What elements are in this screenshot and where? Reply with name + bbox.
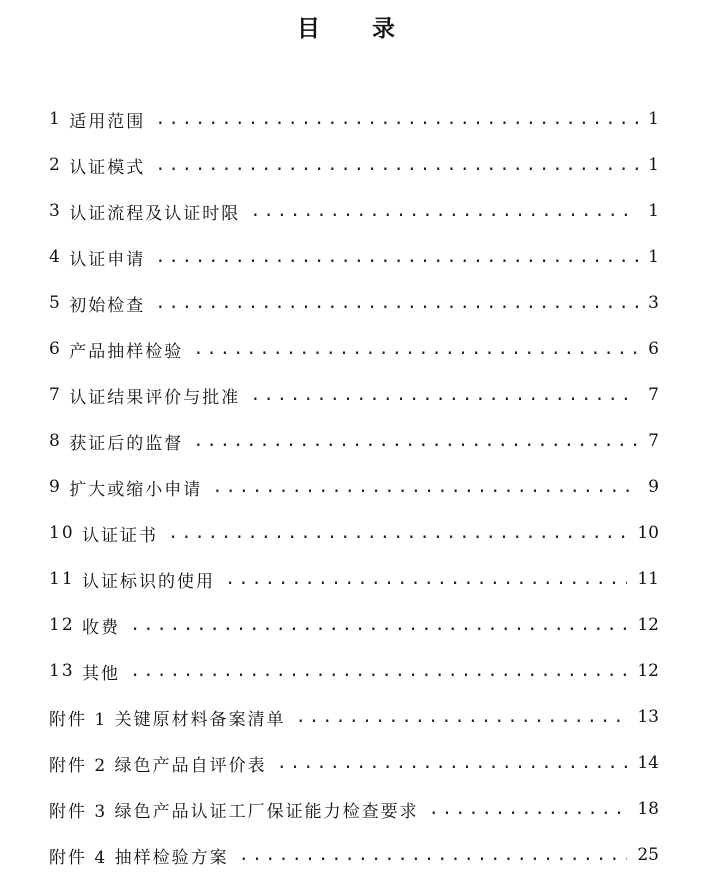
toc-entry-label: 获证后的监督	[69, 433, 184, 454]
dot-leader	[239, 845, 628, 865]
toc-entry-number: 附件 4	[49, 847, 108, 868]
toc-entry-page: 3	[648, 293, 659, 313]
dot-leader	[155, 293, 638, 313]
dot-leader	[296, 707, 628, 727]
toc-entry-number: 5	[49, 293, 62, 313]
dot-leader	[212, 477, 638, 497]
toc-entry[interactable]	[49, 464, 659, 510]
dot-leader	[155, 247, 638, 267]
toc-entry-page: 12	[637, 615, 659, 635]
toc-entry[interactable]	[49, 234, 659, 280]
dot-leader	[277, 753, 628, 773]
toc-entry[interactable]	[49, 280, 659, 326]
toc-entry-label: 产品抽样检验	[69, 341, 184, 362]
toc-entry-page: 7	[648, 385, 659, 405]
dot-leader	[155, 155, 638, 175]
toc-entry[interactable]	[49, 510, 659, 556]
toc-entry-page: 11	[637, 569, 659, 589]
toc-entry[interactable]	[49, 142, 659, 188]
toc-entry[interactable]	[49, 188, 659, 234]
toc-entry[interactable]	[49, 556, 659, 602]
toc-entry[interactable]	[49, 602, 659, 648]
toc-entry-label: 其他	[82, 663, 121, 684]
toc-entry-page: 10	[637, 523, 659, 543]
toc-entry-label: 抽样检验方案	[114, 847, 229, 868]
dot-leader	[429, 799, 628, 819]
toc-entry-page: 6	[648, 339, 659, 359]
toc-entry-label: 绿色产品自评价表	[114, 755, 267, 776]
toc-entry-number: 13	[49, 661, 75, 681]
toc-entry-number: 3	[49, 201, 62, 221]
toc-entry-label: 收费	[82, 617, 121, 638]
dot-leader	[250, 385, 638, 405]
toc-entry-number: 8	[49, 431, 62, 451]
dot-leader	[130, 661, 627, 681]
toc-entry-number: 11	[49, 569, 75, 589]
toc-entry-page: 25	[637, 845, 659, 865]
toc-entry[interactable]	[49, 326, 659, 372]
table-of-contents	[49, 96, 659, 878]
toc-entry-label: 认证模式	[69, 157, 146, 178]
toc-entry[interactable]	[49, 694, 659, 740]
toc-entry-number: 附件 2	[49, 755, 108, 776]
toc-entry-page: 1	[648, 247, 659, 267]
dot-leader	[155, 109, 638, 129]
toc-entry-page: 1	[648, 201, 659, 221]
toc-entry-page: 12	[637, 661, 659, 681]
toc-entry-number: 2	[49, 155, 62, 175]
toc-entry-label: 认证证书	[82, 525, 159, 546]
toc-entry-label: 认证流程及认证时限	[69, 203, 241, 224]
toc-entry[interactable]	[49, 832, 659, 878]
toc-entry[interactable]	[49, 648, 659, 694]
toc-entry-page: 1	[648, 155, 659, 175]
toc-entry-page: 14	[637, 753, 659, 773]
toc-entry[interactable]	[49, 372, 659, 418]
toc-entry-label: 认证结果评价与批准	[69, 387, 241, 408]
toc-entry-number: 附件 3	[49, 801, 108, 822]
dot-leader	[193, 339, 638, 359]
dot-leader	[193, 431, 638, 451]
toc-entry-label: 适用范围	[69, 111, 146, 132]
toc-entry-number: 1	[49, 109, 62, 129]
toc-entry-number: 9	[49, 477, 62, 497]
toc-entry-label: 关键原材料备案清单	[114, 709, 286, 730]
toc-entry-number: 12	[49, 615, 75, 635]
toc-entry-number: 附件 1	[49, 709, 108, 730]
toc-entry-number: 6	[49, 339, 62, 359]
dot-leader	[168, 523, 627, 543]
toc-entry-page: 18	[637, 799, 659, 819]
toc-entry-label: 认证申请	[69, 249, 146, 270]
toc-entry-page: 9	[648, 477, 659, 497]
toc-entry-page: 1	[648, 109, 659, 129]
toc-entry-label: 认证标识的使用	[82, 571, 216, 592]
toc-entry[interactable]	[49, 740, 659, 786]
toc-entry-page: 7	[648, 431, 659, 451]
toc-entry-number: 10	[49, 523, 75, 543]
toc-entry-page: 13	[637, 707, 659, 727]
toc-entry-label: 绿色产品认证工厂保证能力检查要求	[114, 801, 419, 822]
page-title: 目 录	[296, 16, 417, 42]
dot-leader	[225, 569, 627, 589]
toc-entry-number: 7	[49, 385, 62, 405]
toc-entry[interactable]	[49, 96, 659, 142]
toc-entry-number: 4	[49, 247, 62, 267]
toc-entry[interactable]	[49, 418, 659, 464]
toc-entry[interactable]	[49, 786, 659, 832]
toc-entry-label: 扩大或缩小申请	[69, 479, 203, 500]
toc-entry-label: 初始检查	[69, 295, 146, 316]
dot-leader	[130, 615, 627, 635]
dot-leader	[250, 201, 638, 221]
